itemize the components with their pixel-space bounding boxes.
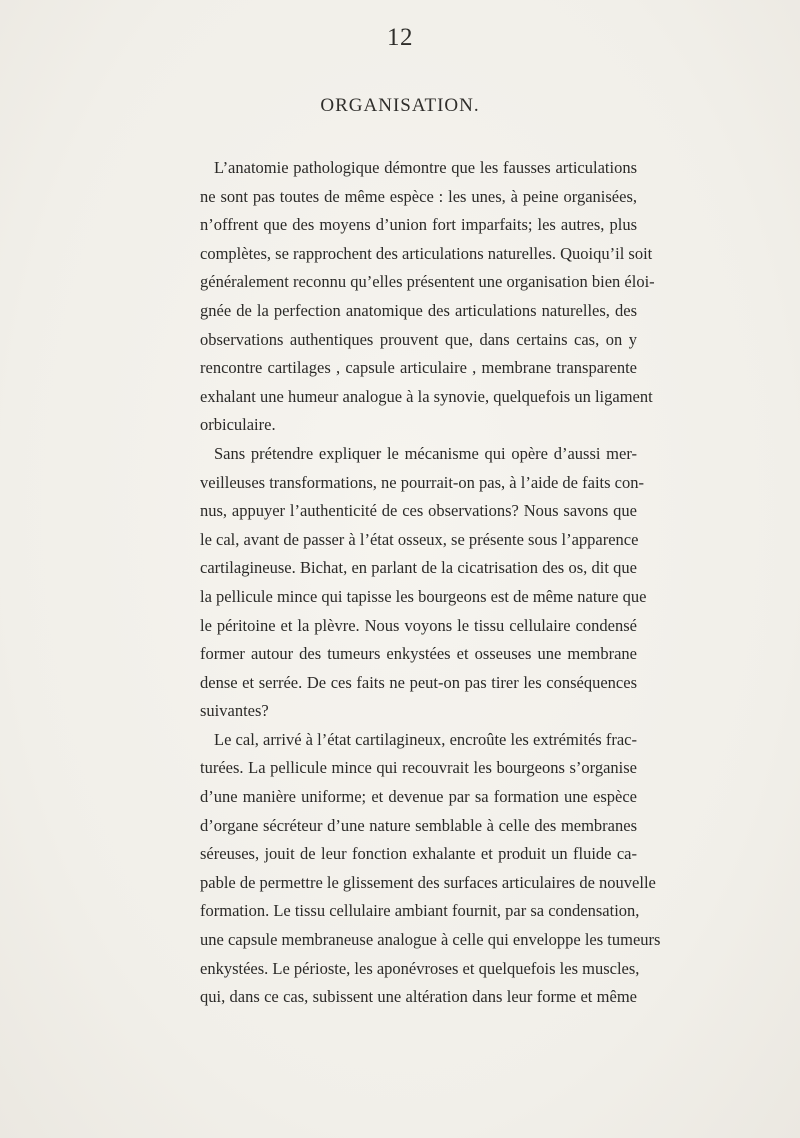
body-text (200, 154, 661, 1012)
text-line: nus, appuyer l’authenticité de ces observations? Nous savons que (200, 501, 637, 521)
text-line: L’anatomie pathologique démontre que les fausses articulations (214, 158, 637, 177)
text-line: séreuses, jouit de leur fonction exhalante et produit un fluide ca- (200, 844, 637, 864)
text-line: orbiculaire. (200, 415, 276, 435)
text-line: ne sont pas toutes de même espèce : les unes, à peine organisées, (200, 186, 637, 206)
text-line: rencontre cartilages , capsule articulaire , membrane transparente (200, 358, 637, 378)
text-line: n’offrent que des moyens d’union fort imparfaits; les autres, plus (200, 215, 637, 235)
text-line: observations authentiques prouvent que, dans certains cas, on y (200, 329, 637, 349)
text-line: la pellicule mince qui tapisse les bourgeons est de même nature que (200, 586, 647, 606)
text-line: turées. La pellicule mince qui recouvrait les bourgeons s’organise (200, 758, 637, 778)
text-line: complètes, se rapprochent des articulations naturelles. Quoiqu’il soit (200, 243, 653, 263)
text-line: généralement reconnu qu’elles présentent une organisation bien éloi- (200, 272, 655, 292)
text-line: une capsule membraneuse analogue à celle qui enveloppe les tumeurs (200, 930, 661, 950)
text-line: le cal, avant de passer à l’état osseux, se présente sous l’apparence (200, 529, 639, 549)
section-heading: ORGANISATION. (320, 95, 480, 116)
text-line: cartilagineuse. Bichat, en parlant de la cicatrisation des os, dit que (200, 558, 637, 578)
text-line: veilleuses transformations, ne pourrait-on pas, à l’aide de faits con- (200, 472, 644, 492)
page-number: 12 (387, 24, 413, 51)
text-line: suivantes? (200, 701, 269, 721)
text-line: gnée de la perfection anatomique des articulations naturelles, des (200, 300, 637, 320)
text-line: formation. Le tissu cellulaire ambiant fournit, par sa condensation, (200, 901, 640, 921)
text-line: former autour des tumeurs enkystées et osseuses une membrane (200, 644, 637, 664)
text-line: exhalant une humeur analogue à la synovie, quelquefois un ligament (200, 386, 653, 406)
text-line: le péritoine et la plèvre. Nous voyons le tissu cellulaire condensé (200, 615, 637, 635)
text-line: dense et serrée. De ces faits ne peut-on pas tirer les conséquences (200, 672, 637, 692)
text-line: enkystées. Le périoste, les aponévroses et quelquefois les muscles, (200, 958, 640, 978)
text-line: qui, dans ce cas, subissent une altération dans leur forme et même (200, 987, 637, 1007)
text-line: Le cal, arrivé à l’état cartilagineux, encroûte les extrémités frac- (214, 729, 637, 749)
text-line: d’une manière uniforme; et devenue par sa formation une espèce (200, 787, 637, 807)
text-line: d’organe sécréteur d’une nature semblable à celle des membranes (200, 815, 637, 835)
text-line: Sans prétendre expliquer le mécanisme qui opère d’aussi mer- (214, 443, 637, 463)
text-line: pable de permettre le glissement des surfaces articulaires de nouvelle (200, 872, 656, 892)
